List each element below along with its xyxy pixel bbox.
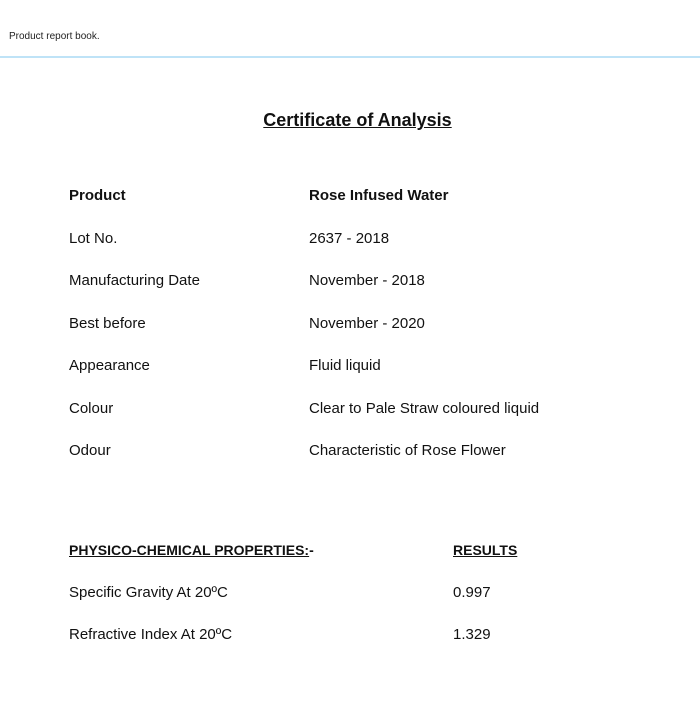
product-row [69,187,669,209]
manufacturing-date-value: November - 2018 [309,272,425,289]
best-before-row [69,315,669,337]
lot-number-value: 2637 - 2018 [309,230,390,247]
refractive-index-label: Refractive Index At 20ºC [69,626,233,643]
colour-value: Clear to Pale Straw coloured liquid [309,400,540,417]
colour-label: Colour [69,400,114,417]
lot-number-row [69,230,669,252]
manufacturing-date-row [69,272,669,294]
properties-heading-text: PHYSICO-CHEMICAL PROPERTIES: [69,542,310,558]
product-value: Rose Infused Water [309,187,449,204]
odour-label: Odour [69,442,111,459]
odour-row [69,442,669,464]
odour-value: Characteristic of Rose Flower [309,442,506,459]
properties-heading [69,542,314,558]
appearance-row [69,357,669,379]
specific-gravity-row [69,584,669,606]
appearance-label: Appearance [69,357,150,374]
product-label: Product [69,187,126,204]
appearance-value: Fluid liquid [309,357,381,374]
refractive-index-value: 1.329 [453,626,491,643]
header-text: Product report book. [9,31,100,42]
specific-gravity-value: 0.997 [453,584,491,601]
refractive-index-row [69,626,669,648]
colour-row [69,400,669,422]
properties-heading-suffix: - [309,542,314,558]
properties-header-row [69,542,669,564]
best-before-label: Best before [69,315,146,332]
best-before-value: November - 2020 [309,315,425,332]
page-header [0,0,700,58]
lot-number-label: Lot No. [69,230,118,247]
certificate-title: Certificate of Analysis [263,110,452,130]
results-heading: RESULTS [453,542,518,558]
manufacturing-date-label: Manufacturing Date [69,272,200,289]
specific-gravity-label: Specific Gravity At 20ºC [69,584,228,601]
